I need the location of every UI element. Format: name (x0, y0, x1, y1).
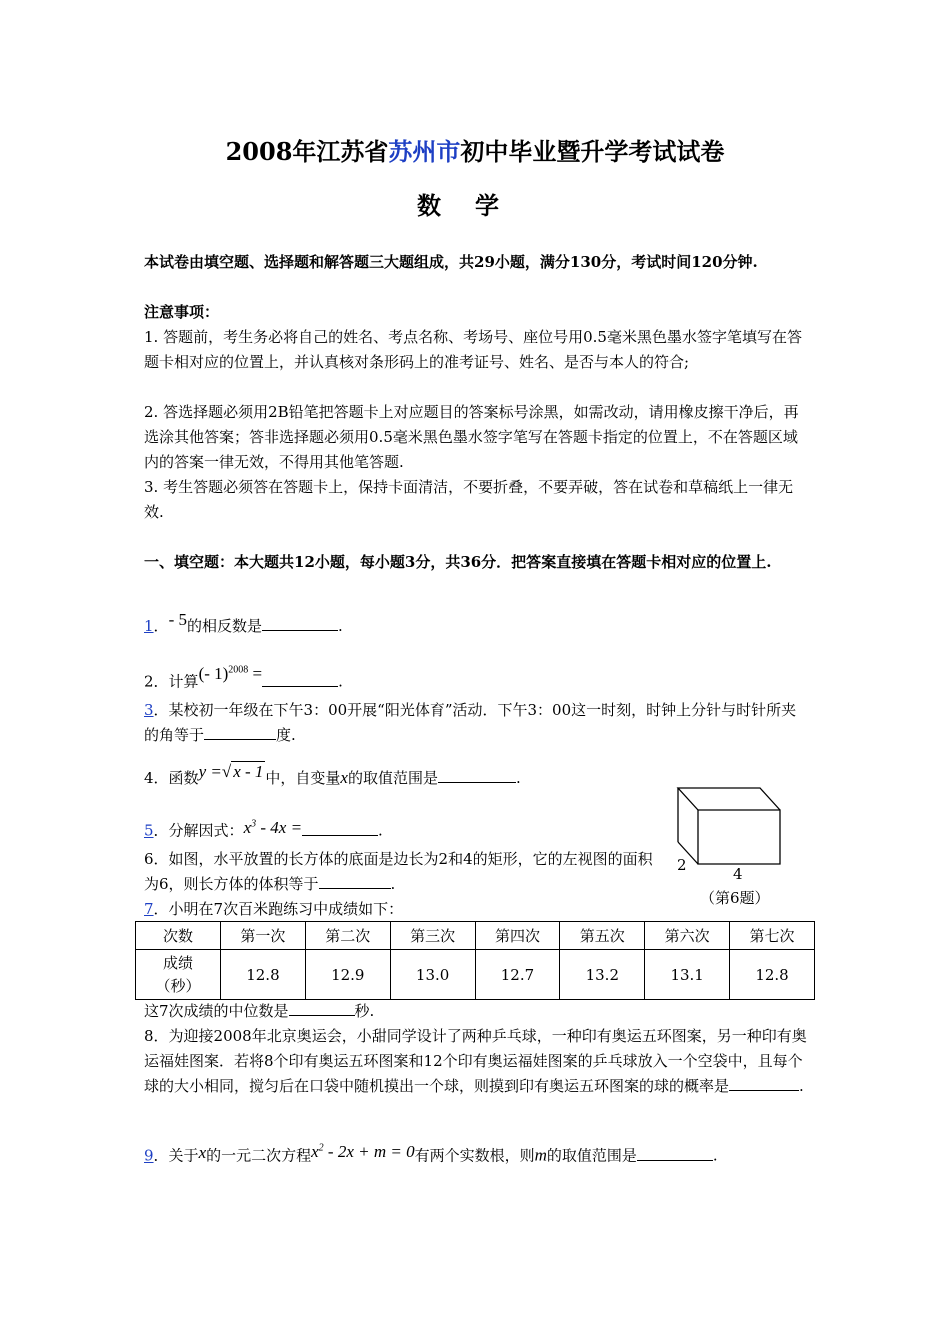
end-punct: . (712, 1146, 718, 1165)
answer-blank (637, 1144, 713, 1161)
math-func: y = (198, 762, 222, 781)
math-variable: x (198, 1142, 207, 1162)
subject-title: 数学 (417, 191, 533, 220)
title-prefix: 2008年江苏省 (225, 137, 389, 166)
end-punct: . (378, 821, 383, 840)
question-6 (144, 847, 666, 897)
question-text: 这7次成绩的中位数是 (144, 1002, 289, 1020)
question-2 (144, 665, 808, 695)
exam-title (0, 132, 950, 167)
question-text: 的相反数是 (186, 617, 262, 635)
table-cell: 12.8 (221, 950, 306, 1000)
table-cell: 13.0 (390, 950, 475, 1000)
answer-blank (438, 766, 516, 783)
question-text: 有两个实数根，则 (414, 1146, 535, 1165)
question-7-followup (144, 999, 808, 1024)
end-punct: . (338, 617, 343, 635)
end-unit: 度. (276, 726, 296, 744)
math-radicand: x - 1 (233, 762, 264, 781)
math-variable: x (243, 817, 252, 837)
table-row (136, 950, 815, 1000)
cuboid-top-face (678, 788, 780, 810)
question-9 (144, 1139, 808, 1169)
question-3 (144, 698, 808, 748)
end-punct: . (390, 875, 396, 893)
answer-blank (262, 614, 338, 631)
answer-blank (262, 670, 338, 687)
row-label-line-2: （秒） (155, 976, 201, 995)
math-expression (199, 664, 263, 683)
math-exponent: 3 (251, 818, 257, 829)
question-text: ．关于 (153, 1146, 199, 1165)
table-header-cell: 第七次 (730, 922, 815, 950)
math-expression (199, 762, 266, 781)
row-label-line-1: 成绩 (162, 953, 193, 972)
title-suffix: 初中毕业暨升学考试试卷 (460, 137, 725, 166)
math-exponent: 2 (318, 1142, 324, 1153)
math-variable: m (534, 1145, 547, 1165)
math-rest: - 2x + m = 0 (323, 1141, 415, 1161)
table-cell: 12.8 (730, 950, 815, 1000)
table-cell: 13.1 (645, 950, 730, 1000)
question-5 (144, 814, 664, 844)
question-text: 的取值范围是 (347, 769, 438, 787)
math-expression: - 5 (168, 610, 187, 629)
question-text: 的一元二次方程 (206, 1146, 312, 1165)
scores-table (135, 921, 815, 1000)
sqrt-icon: √ (221, 762, 232, 781)
title-city-link[interactable]: 苏州市 (388, 137, 461, 166)
table-row-label (136, 950, 221, 1000)
question-text: ．分解因式： (153, 821, 244, 840)
answer-blank (302, 819, 378, 836)
notice-item-2: 2. 答选择题必须用2B铅笔把答题卡上对应题目的答案标号涂黑，如需改动，请用橡皮擦干净后，再选涂其他答案；答非选择题必须用0.5毫米黑色墨水签字笔写在答题卡指定的位置上，不在答题区域内的答案一律无效，不得用其他笔答题. (144, 403, 799, 471)
question-text: ．如图，水平放置的长方体的底面是边长为2和4的矩形，它的左视图的面积为6，则长方体的体积等于 (144, 850, 653, 893)
end-punct: . (799, 1077, 804, 1095)
end-punct: . (515, 769, 521, 787)
question-number-link[interactable]: 3 (144, 701, 154, 719)
figure-caption: （第6题） (700, 889, 770, 907)
math-variable: x (340, 768, 348, 787)
notice-item-1: 1. 答题前，考生务必将自己的姓名、考点名称、考场号、座位号用0.5毫米黑色墨水签字笔填写在答题卡相对应的位置上，并认真核对条形码上的准考证号、姓名、是否与本人的符合; (144, 328, 802, 371)
end-unit: 秒. (354, 1002, 375, 1020)
math-expression (311, 1142, 414, 1161)
question-7 (144, 897, 808, 922)
question-number: 2 (144, 672, 154, 691)
notice-item-3: 3. 考生答题必须答在答题卡上，保持卡面清洁，不要折叠，不要弄破，答在试卷和草稿纸上一律无效. (144, 478, 794, 521)
question-number: 8 (144, 1027, 154, 1045)
table-cell: 12.7 (475, 950, 560, 1000)
question-number-link[interactable]: 7 (144, 900, 154, 918)
answer-blank (319, 872, 391, 889)
cuboid-front-face (698, 810, 780, 864)
end-punct: . (338, 672, 343, 691)
math-equals: = (248, 663, 263, 683)
exam-intro: 本试卷由填空题、选择题和解答题三大题组成，共29小题，满分130分，考试时间120分钟. (144, 253, 758, 271)
question-number-link[interactable]: 1 (144, 617, 154, 635)
figure-label-2: 2 (677, 856, 687, 874)
answer-blank (729, 1074, 799, 1091)
math-base: (- 1) (198, 663, 229, 683)
answer-blank (289, 999, 355, 1016)
answer-blank (204, 723, 276, 740)
question-8 (144, 1024, 808, 1099)
question-number-link[interactable]: 5 (144, 821, 154, 840)
table-header-cell: 第四次 (475, 922, 560, 950)
question-text: ．小明在7次百米跑练习中成绩如下： (153, 900, 404, 918)
question-text: 中，自变量 (265, 769, 341, 787)
math-rest: - 4x = (256, 817, 303, 837)
question-number-link[interactable]: 9 (144, 1146, 154, 1165)
question-number: 4 (144, 769, 154, 787)
table-header-cell: 次数 (136, 922, 221, 950)
figure-label-4: 4 (733, 865, 743, 883)
table-cell: 13.2 (560, 950, 645, 1000)
notice-title: 注意事项： (144, 303, 220, 321)
question-text: ．函数 (153, 769, 199, 787)
table-header-cell: 第五次 (560, 922, 645, 950)
cuboid-figure (670, 780, 790, 880)
math-variable: x (311, 1141, 319, 1161)
table-cell: 12.9 (305, 950, 390, 1000)
table-header-row (136, 922, 815, 950)
question-1: 1．- 5的相反数是 . (144, 610, 343, 635)
section-heading: 一、填空题：本大题共12小题，每小题3分，共36分．把答案直接填在答题卡相对应的位置上. (144, 553, 772, 571)
table-header-cell: 第二次 (305, 922, 390, 950)
question-number: 6 (144, 850, 154, 868)
math-expression (244, 818, 302, 837)
table-header-cell: 第一次 (221, 922, 306, 950)
question-text: 的取值范围是 (546, 1146, 637, 1165)
question-text: ．计算 (153, 672, 199, 691)
question-text: ．为迎接2008年北京奥运会，小甜同学设计了两种乒乓球，一种印有奥运五环图案，另一种印有奥运福娃图案．若将8个印有奥运五环图案和12个印有奥运福娃图案的乒乓球放入一个空袋中，且每个球的大小相同，搅匀后在口袋中随机摸出一个球，则摸到印有奥运五环图案的球的概率是 (144, 1027, 807, 1095)
table-header-cell: 第三次 (390, 922, 475, 950)
math-exponent: 2008 (228, 664, 249, 675)
table-header-cell: 第六次 (645, 922, 730, 950)
question-text: ．某校初一年级在下午3：00开展“阳光体育”活动．下午3：00这一时刻，时钟上分针与时针所夹的角等于 (144, 701, 797, 744)
